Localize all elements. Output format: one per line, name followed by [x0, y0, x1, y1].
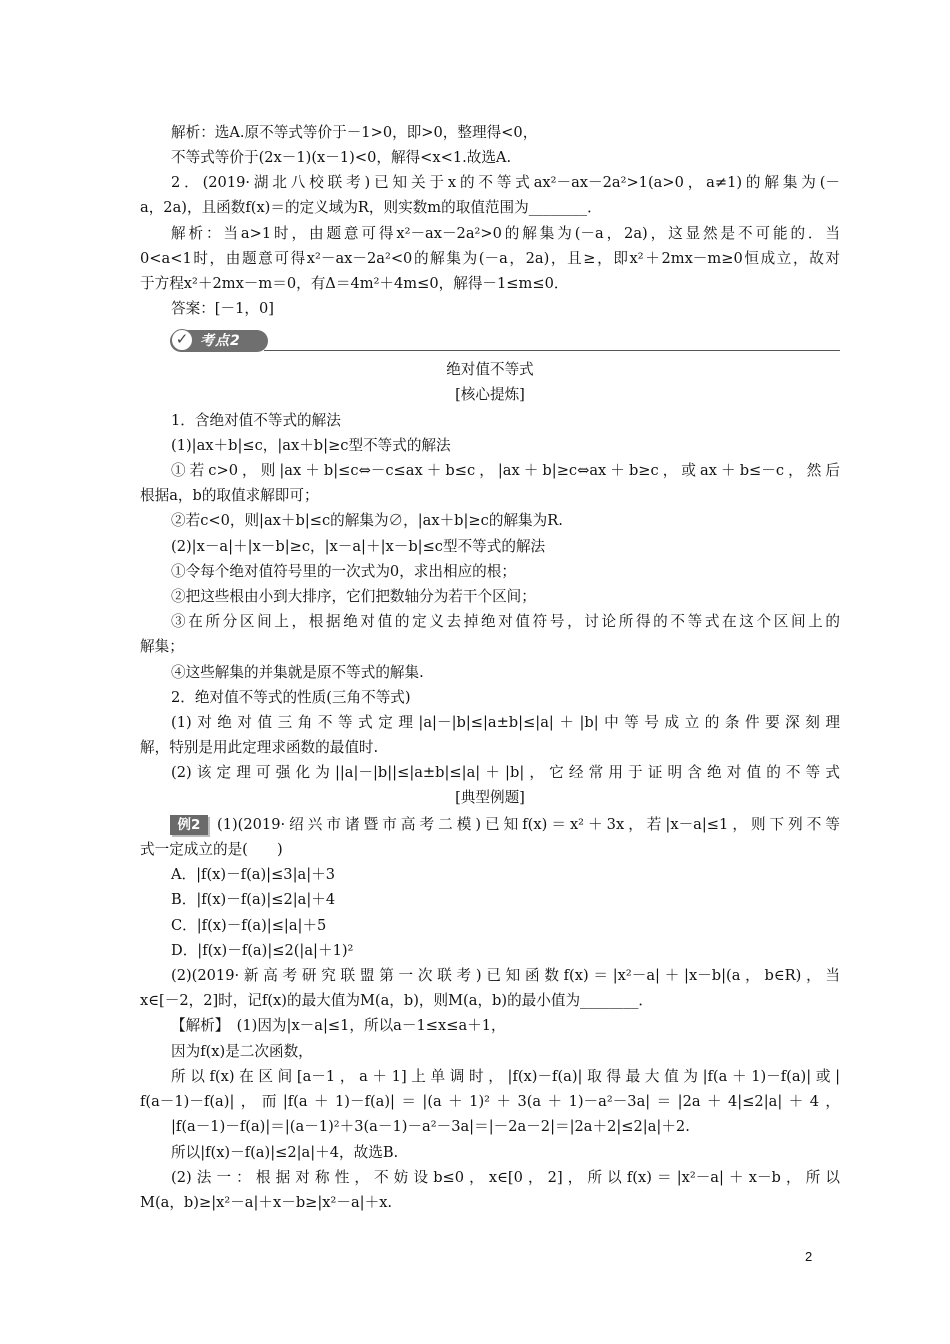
analysis-line: |f(a－1)－f(a)|＝|(a－1)²＋3(a－1)－a²－3a|＝|－2a－2|＝|2a＋2|≤2|a|＋2. [171, 1118, 690, 1135]
subsection-heading: [典型例题] [455, 789, 525, 806]
option-d: D．|f(x)－f(a)|≤2(|a|＋1)² [171, 942, 354, 959]
section-badge-label: 考点2 [200, 333, 241, 349]
text-line: ④这些解集的并集就是原不等式的解集. [171, 664, 424, 681]
analysis-line: 所以|f(x)－f(a)|≤2|a|＋4，故选B. [171, 1144, 399, 1161]
text-line: 2．绝对值不等式的性质(三角不等式) [171, 689, 411, 706]
text-line: (1)|ax＋b|≤c，|ax＋b|≥c型不等式的解法 [171, 437, 451, 454]
section-title: 绝对值不等式 [446, 361, 534, 378]
text-line: 根据a，b的取值求解即可； [140, 487, 319, 504]
text-line: 解集； [140, 638, 184, 655]
text-line: ①若c>0，则|ax＋b|≤c⇔－c≤ax＋b≤c，|ax＋b|≥c⇔ax＋b≥c，或ax＋b≤－c，然后 [171, 462, 840, 479]
text-line: 解，特别是用此定理求函数的最值时. [140, 739, 379, 756]
solution-line: 解析：当a>1时，由题意可得x²－ax－2a²>0的解集为(－a，2a)，这显然是不可能的．当 [171, 225, 840, 242]
text-line: ②把这些根由小到大排序，它们把数轴分为若干个区间； [171, 588, 536, 605]
solution-line: 0<a<1时，由题意可得x²－ax－2a²<0的解集为(－a，2a)，且≥，即x²＋2mx－m≥0恒成立，故对 [140, 250, 840, 267]
text-line: ①令每个绝对值符号里的一次式为0，求出相应的根； [171, 563, 516, 580]
answer-line: 答案：[－1，0] [171, 300, 274, 317]
question-line: a，2a)，且函数f(x)＝的定义域为R，则实数m的取值范围为________． [140, 199, 602, 216]
solution-line: 于方程x²＋2mx－m＝0，有Δ＝4m²＋4m≤0，解得－1≤m≤0． [140, 275, 569, 292]
analysis-line: 所以f(x)在区间[a－1，a＋1]上单调时，|f(x)－f(a)|取得最大值为|f(a＋1)－f(a)|或| [171, 1068, 840, 1085]
section-divider [264, 350, 840, 351]
solution-line: 解析：选A.原不等式等价于－1>0，即>0，整理得<0， [171, 124, 538, 141]
example-question-line: x∈[－2，2]时，记f(x)的最大值为M(a，b)，则M(a，b)的最小值为________． [140, 992, 654, 1009]
analysis-line: M(a，b)≥|x²－a|＋x－b≥|x²－a|＋x. [140, 1194, 393, 1211]
text-line: ③在所分区间上，根据绝对值的定义去掉绝对值符号，讨论所得的不等式在这个区间上的 [171, 613, 840, 630]
example-question-line: (1)(2019·绍兴市诸暨市高考二模)已知f(x)＝x²＋3x，若|x－a|≤1，则下列不等 [217, 816, 840, 833]
text-line: (2)该定理可强化为||a|－|b||≤|a±b|≤|a|＋|b|，它经常用于证明含绝对值的不等式 [171, 764, 840, 781]
subsection-heading: [核心提炼] [455, 386, 525, 403]
text-line: 1．含绝对值不等式的解法 [171, 412, 341, 429]
analysis-line: f(a－1)－f(a)|，而|f(a＋1)－f(a)|＝|(a＋1)²＋3(a＋1)－a²－3a|＝|2a＋4|≤2|a|＋4， [140, 1093, 840, 1110]
text-line: (1)对绝对值三角不等式定理|a|－|b|≤|a±b|≤|a|＋|b|中等号成立的条件要深刻理 [171, 714, 840, 731]
analysis-line: (2)法一：根据对称性，不妨设b≤0，x∈[0，2]，所以f(x)＝|x²－a|＋x－b，所以 [171, 1169, 840, 1186]
option-a: A．|f(x)－f(a)|≤3|a|＋3 [171, 866, 335, 883]
question-line: 2．(2019·湖北八校联考)已知关于x的不等式ax²－ax－2a²>1(a>0，a≠1)的解集为(－ [171, 174, 840, 191]
option-b: B．|f(x)－f(a)|≤2|a|＋4 [171, 891, 336, 908]
example-badge: 例2 [170, 815, 208, 835]
analysis-line: 【解析】 (1)因为|x－a|≤1，所以a－1≤x≤a＋1， [171, 1017, 506, 1034]
page-number: 2 [805, 1249, 813, 1264]
option-c: C．|f(x)－f(a)|≤|a|＋5 [171, 917, 327, 934]
solution-line: 不等式等价于(2x－1)(x－1)<0，解得<x<1.故选A. [171, 149, 512, 166]
check-icon: ✓ [171, 329, 193, 351]
text-line: (2)|x－a|＋|x－b|≥c，|x－a|＋|x－b|≤c型不等式的解法 [171, 538, 546, 555]
example-question-line: (2)(2019·新高考研究联盟第一次联考)已知函数f(x)＝|x²－a|＋|x－b|(a，b∈R)，当 [171, 967, 840, 984]
analysis-line: 因为f(x)是二次函数， [171, 1043, 313, 1060]
example-question-line: 式一定成立的是( ) [140, 841, 283, 858]
text-line: ②若c<0，则|ax＋b|≤c的解集为∅，|ax＋b|≥c的解集为R. [171, 512, 563, 529]
